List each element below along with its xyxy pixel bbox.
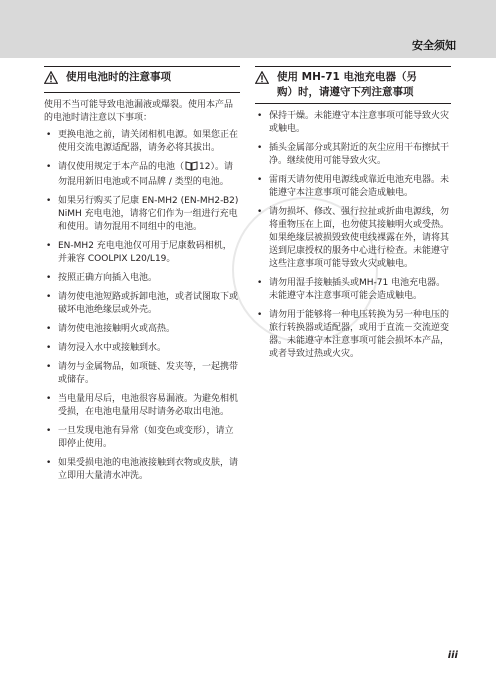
list-item: • 插头金属部分或其附近的灰尘应用干布擦拭干净。继续使用可能导致火灾。 (257, 143, 450, 166)
charger-heading (255, 66, 451, 104)
header-bar (0, 0, 496, 58)
battery-heading (44, 66, 240, 93)
list-item: • 按照正确方向插入电池。 (46, 273, 158, 283)
charger-heading-line2: 购）时，请遵守下列注意事项 (277, 86, 414, 98)
charger-section (255, 66, 451, 367)
list-item: • EN-MH2 充电电池仅可用于尼康数码相机，并兼容 COOLPIX L20/L19。 (46, 241, 232, 264)
list-item: • 当电量用尽后，电池很容易漏液。为避免相机受损，在电池电量用尽时请务必取出电池。 (46, 394, 239, 417)
battery-heading-text: 使用电池时的注意事项 (66, 71, 171, 83)
book-icon (185, 161, 198, 176)
warning-icon (255, 70, 277, 89)
list-item: • 雷雨天请勿使用电源线或靠近电池充电器。未能遵守本注意事项可能会造成触电。 (257, 175, 450, 198)
page-ref[interactable]: 12 (199, 162, 211, 172)
charger-heading-line1: 使用 MH-71 电池充电器（另 (277, 71, 418, 83)
warning-icon (44, 70, 66, 89)
battery-intro: 使用不当可能导致电池漏液或爆裂。使用本产品的电池时请注意以下事项： (44, 100, 234, 123)
list-item: • 更换电池之前，请关闭相机电源。如果您正在使用交流电源适配器，请务必将其拔出。 (46, 130, 239, 153)
list-item: • 如果受损电池的电池液接触到衣物或皮肤，请立即用大量清水冲洗。 (46, 458, 239, 481)
list-item: • 请勿用于能够将一种电压转换为另一种电压的旅行转换器或适配器，或用于直流－交流逆变器。未能遵守本注意事项可能会损坏本产品，或者导致过热或火灾。 (257, 310, 450, 359)
list-item: • 保持干燥。未能遵守本注意事项可能导致火灾或触电。 (257, 111, 450, 134)
list-item: • 如果另行购买了尼康 EN-MH2 (EN-MH2-B2) NiMH 充电电池，请将它们作为一组进行充电和使用。请勿混用不同组中的电池。 (46, 196, 239, 232)
header-title: 安全须知 (412, 39, 456, 52)
list-item: • 请仅使用规定于本产品的电池（ 12）。请勿混用新旧电池或不同品牌 / 类型的电池。 (46, 162, 233, 187)
list-item: • 请勿与金属物品，如项链、发夹等，一起携带或储存。 (46, 362, 239, 385)
list-item: • 请勿浸入水中或接触到水。 (46, 343, 167, 353)
battery-section (44, 66, 240, 489)
list-item: • 请勿使电池接触明火或高热。 (46, 324, 176, 334)
list-item: • 请勿使电池短路或拆卸电池，或者试图取下或破坏电池绝缘层或外壳。 (46, 292, 239, 315)
page-number: iii (447, 650, 458, 661)
list-item: • 一旦发现电池有异常（如变色或变形），请立即停止使用。 (46, 426, 234, 449)
list-item: • 请勿损坏、修改、强行拉扯或折曲电源线，勿将重物压在上面，也勿使其接触明火或受热。如果绝缘层被损毁致使电线裸露在外，请将其送到尼康授权的服务中心进行检查。未能遵守这些注意事项可能导致火灾或触电。 (257, 207, 450, 269)
list-item: • 请勿用湿手接触插头或MH-71 电池充电器。未能遵守本注意事项可能会造成触电。 (257, 278, 446, 301)
